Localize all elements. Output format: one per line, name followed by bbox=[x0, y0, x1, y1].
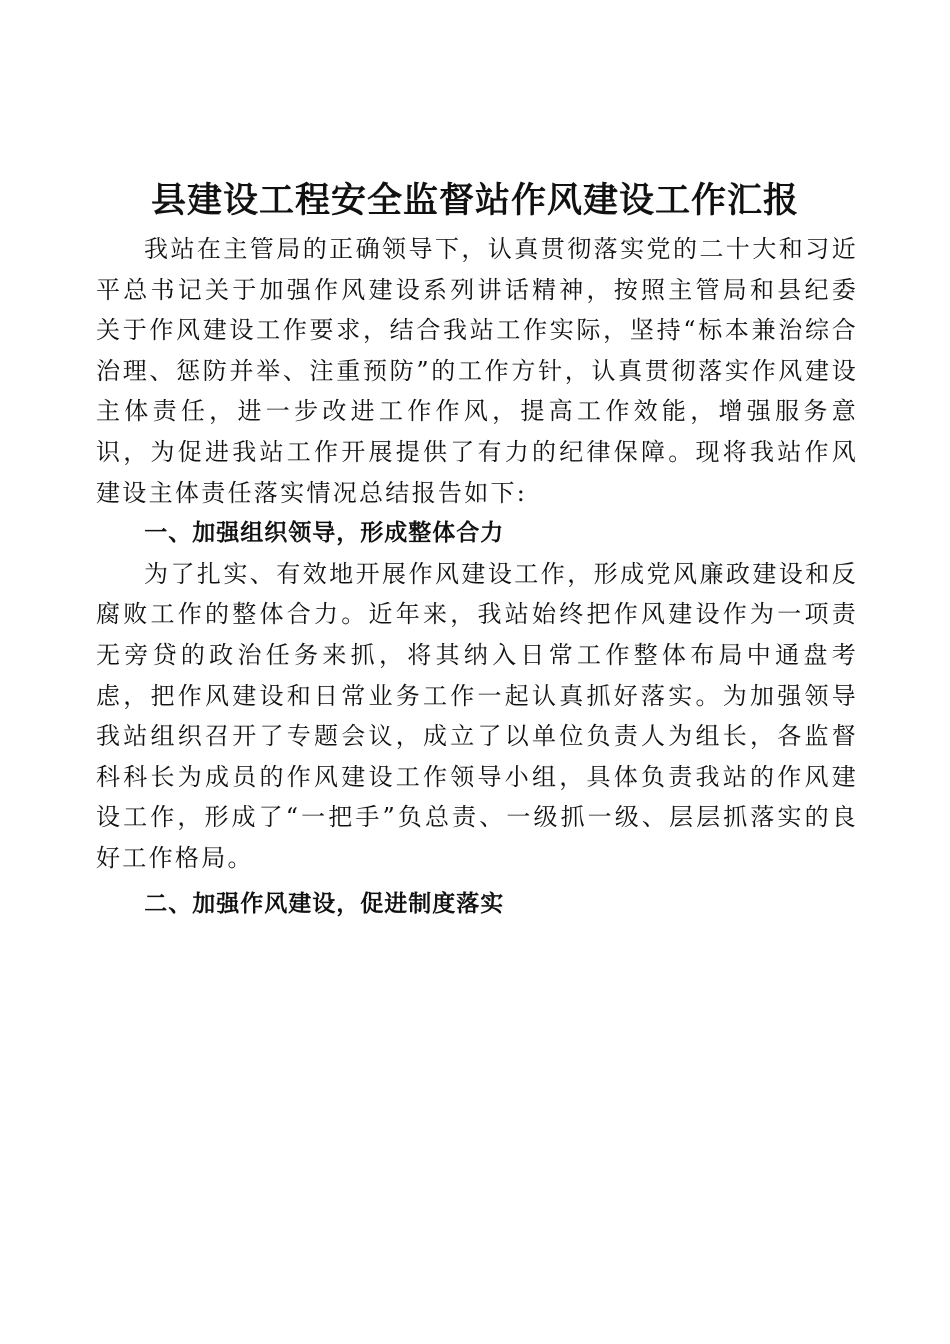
document-title: 县建设工程安全监督站作风建设工作汇报 bbox=[150, 180, 799, 221]
section-paragraph-1: 为了扎实、有效地开展作风建设工作，形成党风廉政建设和反腐败工作的整体合力。近年来，我站始终把作风建设作为一项责无旁贷的政治任务来抓，将其纳入日常工作整体布局中通盘考虑，把作风建设和日常业务工作一起认真抓好落实。为加强领导我站组织召开了专题会议，成立了以单位负责人为组长，各监督科科长为成员的作风建设工作领导小组，具体负责我站的作风建设工作，形成了“一把手”负总责、一级抓一级、层层抓落实的良好工作格局。 bbox=[96, 559, 858, 872]
document-body bbox=[96, 229, 858, 924]
section-heading-1: 一、加强组织领导，形成整体合力 bbox=[144, 520, 505, 547]
section-heading-2: 二、加强作风建设，促进制度落实 bbox=[144, 890, 505, 917]
intro-paragraph: 我站在主管局的正确领导下，认真贯彻落实党的二十大和习近平总书记关于加强作风建设系列讲话精神，按照主管局和县纪委关于作风建设工作要求，结合我站工作实际，坚持“标本兼治综合治理、惩防并举、注重预防”的工作方针，认真贯彻落实作风建设主体责任，进一步改进工作作风，提高工作效能，增强服务意识，为促进我站工作开展提供了有力的纪律保障。现将我站作风建设主体责任落实情况总结报告如下: bbox=[96, 235, 858, 507]
